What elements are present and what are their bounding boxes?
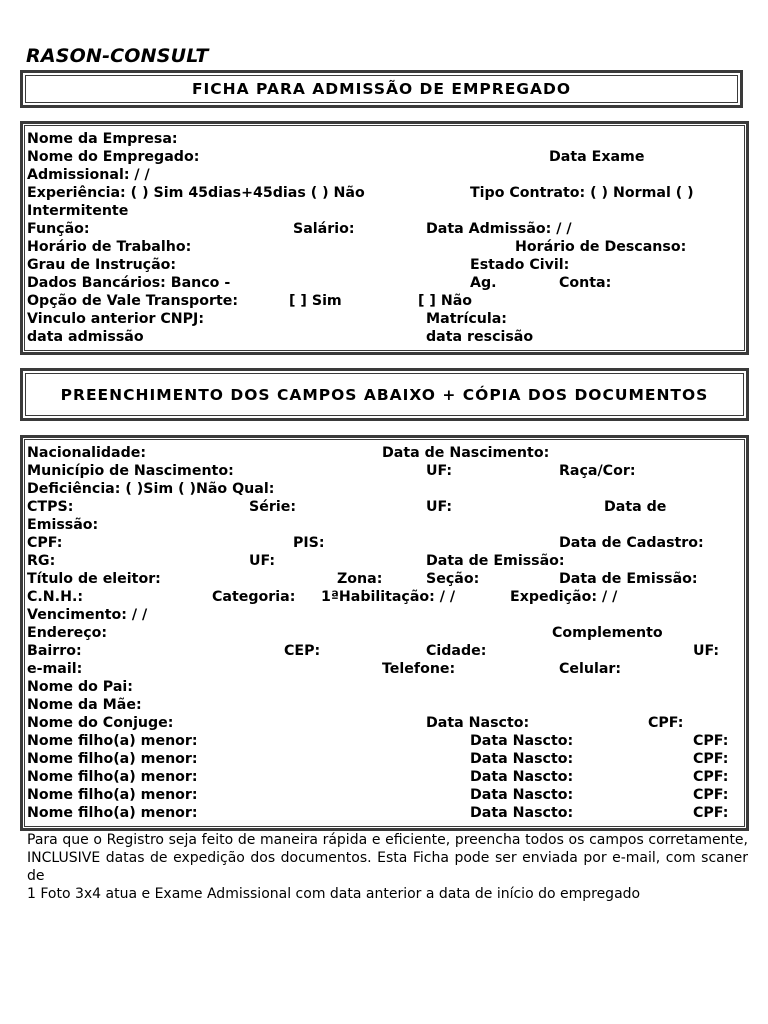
child-cpf-field[interactable]: CPF: [693, 787, 729, 803]
child-name-field[interactable]: Nome filho(a) menor: [27, 805, 198, 821]
voter-issue-date-field[interactable]: Data de Emissão: [559, 571, 698, 587]
mother-name-field[interactable]: Nome da Mãe: [27, 697, 142, 713]
child-birth-field[interactable]: Data Nascto: [470, 751, 574, 767]
company-name-field[interactable]: Nome da Empresa: [27, 131, 178, 147]
child-cpf-field[interactable]: CPF: [693, 769, 729, 785]
birth-city-field[interactable]: Município de Nascimento: [27, 463, 234, 479]
employee-name-field[interactable]: Nome do Empregado: [27, 149, 200, 165]
spouse-birth-field[interactable]: Data Nascto: [426, 715, 530, 731]
cnh-expiry-field[interactable]: Vencimento: / / [27, 607, 148, 623]
form-title [20, 70, 743, 108]
birth-uf-field[interactable]: UF: [426, 463, 453, 479]
transport-voucher-yes[interactable]: [ ] Sim [289, 293, 342, 309]
previous-admission-field[interactable]: data admissão [27, 329, 144, 345]
phone-field[interactable]: Telefone: [382, 661, 456, 677]
education-field[interactable]: Grau de Instrução: [27, 257, 177, 273]
documents-title-text: PREENCHIMENTO DOS CAMPOS ABAIXO + CÓPIA DOS DOCUMENTOS [60, 385, 709, 404]
rg-uf-field[interactable]: UF: [249, 553, 276, 569]
first-license-field[interactable]: 1ªHabilitação: / / [321, 589, 456, 605]
form-title-text: FICHA PARA ADMISSÃO DE EMPREGADO [191, 80, 572, 98]
pis-field[interactable]: PIS: [293, 535, 325, 551]
section-field[interactable]: Seção: [426, 571, 480, 587]
child-name-field[interactable]: Nome filho(a) menor: [27, 769, 198, 785]
registration-date-field[interactable]: Data de Cadastro: [559, 535, 704, 551]
bank-field[interactable]: Dados Bancários: Banco - [27, 275, 231, 291]
ctps-field[interactable]: CTPS: [27, 499, 74, 515]
email-field[interactable]: e-mail: [27, 661, 83, 677]
voter-id-field[interactable]: Título de eleitor: [27, 571, 161, 587]
mobile-field[interactable]: Celular: [559, 661, 622, 677]
employment-section [20, 121, 749, 355]
admission-date-field[interactable]: Data Admissão: / / [426, 221, 572, 237]
instructions-paragraph: Para que o Registro seja feito de maneira rápida e eficiente, preencha todos os campos corretamente, INCLUSIVE datas de expedição dos documentos. Esta Ficha pode ser enviada por e-mail, com scaner de [27, 832, 748, 884]
child-birth-field[interactable]: Data Nascto: [470, 805, 574, 821]
admission-exam-field[interactable]: Admissional: / / [27, 167, 150, 183]
contract-type-field[interactable]: Tipo Contrato: ( ) Normal ( ) [470, 185, 694, 201]
spouse-cpf-field[interactable]: CPF: [648, 715, 684, 731]
marital-status-field[interactable]: Estado Civil: [470, 257, 570, 273]
disability-field[interactable]: Deficiência: ( )Sim ( )Não Qual: [27, 481, 275, 497]
transport-voucher-no[interactable]: [ ] Não [418, 293, 473, 309]
address-uf-field[interactable]: UF: [693, 643, 720, 659]
cnh-category-field[interactable]: Categoria: [212, 589, 296, 605]
complement-field[interactable]: Complemento [552, 625, 663, 641]
child-birth-field[interactable]: Data Nascto: [470, 787, 574, 803]
salary-field[interactable]: Salário: [293, 221, 355, 237]
cnh-expedition-field[interactable]: Expedição: / / [510, 589, 618, 605]
agency-field[interactable]: Ag. [470, 275, 497, 291]
birth-date-field[interactable]: Data de Nascimento: [382, 445, 550, 461]
city-field[interactable]: Cidade: [426, 643, 487, 659]
exam-date-label: Data Exame [549, 149, 645, 165]
nationality-field[interactable]: Nacionalidade: [27, 445, 147, 461]
instructions-attachments: 1 Foto 3x4 atua e Exame Admissional com data anterior a data de início do empregado [27, 886, 641, 902]
address-field[interactable]: Endereço: [27, 625, 108, 641]
cnh-field[interactable]: C.N.H.: [27, 589, 84, 605]
ctps-series-field[interactable]: Série: [249, 499, 296, 515]
work-hours-field[interactable]: Horário de Trabalho: [27, 239, 192, 255]
child-birth-field[interactable]: Data Nascto: [470, 733, 574, 749]
ctps-date-label: Data de [604, 499, 667, 515]
role-field[interactable]: Função: [27, 221, 90, 237]
cpf-field[interactable]: CPF: [27, 535, 63, 551]
experience-field[interactable]: Experiência: ( ) Sim 45dias+45dias ( ) Não [27, 185, 365, 201]
rg-issue-date-field[interactable]: Data de Emissão: [426, 553, 565, 569]
cep-field[interactable]: CEP: [284, 643, 321, 659]
child-name-field[interactable]: Nome filho(a) menor: [27, 733, 198, 749]
termination-date-field[interactable]: data rescisão [426, 329, 534, 345]
ctps-uf-field[interactable]: UF: [426, 499, 453, 515]
child-name-field[interactable]: Nome filho(a) menor: [27, 787, 198, 803]
child-name-field[interactable]: Nome filho(a) menor: [27, 751, 198, 767]
district-field[interactable]: Bairro: [27, 643, 82, 659]
documents-title [20, 368, 749, 421]
personal-section [20, 435, 749, 831]
child-cpf-field[interactable]: CPF: [693, 751, 729, 767]
intermittent-label: Intermitente [27, 203, 129, 219]
previous-cnpj-field[interactable]: Vinculo anterior CNPJ: [27, 311, 205, 327]
child-birth-field[interactable]: Data Nascto: [470, 769, 574, 785]
child-cpf-field[interactable]: CPF: [693, 733, 729, 749]
ctps-issue-field[interactable]: Emissão: [27, 517, 99, 533]
rg-field[interactable]: RG: [27, 553, 56, 569]
race-field[interactable]: Raça/Cor: [559, 463, 636, 479]
child-cpf-field[interactable]: CPF: [693, 805, 729, 821]
spouse-name-field[interactable]: Nome do Conjuge: [27, 715, 174, 731]
father-name-field[interactable]: Nome do Pai: [27, 679, 133, 695]
transport-voucher-label: Opção de Vale Transporte: [27, 293, 239, 309]
registration-field[interactable]: Matrícula: [426, 311, 507, 327]
zone-field[interactable]: Zona: [337, 571, 383, 587]
rest-hours-field[interactable]: Horário de Descanso: [515, 239, 687, 255]
company-name: RASON-CONSULT [26, 45, 209, 67]
instructions-note [27, 831, 748, 903]
account-field[interactable]: Conta: [559, 275, 612, 291]
